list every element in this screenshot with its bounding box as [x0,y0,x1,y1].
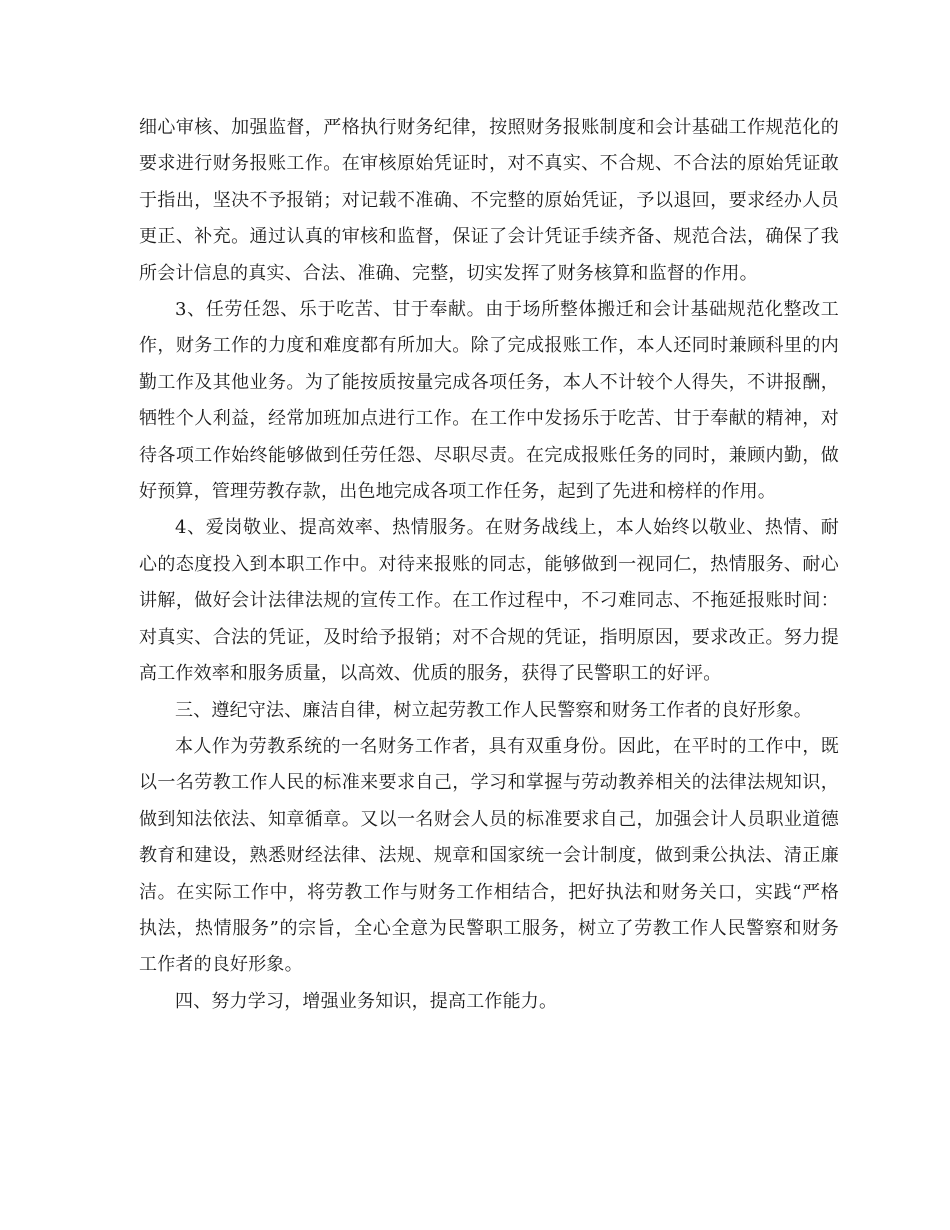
paragraph-item-4: 4、爱岗敬业、提高效率、热情服务。在财务战线上，本人始终以敬业、热情、耐心的态度投入到本职工作中。对待来报账的同志，能够做到一视同仁，热情服务、耐心讲解，做好会计法律法规的宣传工作。在工作过程中，不刁难同志、不拖延报账时间：对真实、合法的凭证，及时给予报销；对不合规的凭证，指明原因，要求改正。努力提高工作效率和服务质量，以高效、优质的服务，获得了民警职工的好评。 [139,517,839,685]
document-body [139,110,839,1020]
paragraph-item-3: 3、任劳任怨、乐于吃苦、甘于奉献。由于场所整体搬迁和会计基础规范化整改工作，财务工作的力度和难度都有所加大。除了完成报账工作，本人还同时兼顾科里的内勤工作及其他业务。为了能按质按量完成各项任务，本人不计较个人得失，不讲报酬，牺牲个人利益，经常加班加点进行工作。在工作中发扬乐于吃苦、甘于奉献的精神，对待各项工作始终能够做到任劳任怨、尽职尽责。在完成报账任务的同时，兼顾内勤，做好预算，管理劳教存款，出色地完成各项工作任务，起到了先进和榜样的作用。 [139,299,839,503]
section-heading-3: 三、遵纪守法、廉洁自律，树立起劳教工作人民警察和财务工作者的良好形象。 [175,699,812,721]
paragraph-review-continuation: 细心审核、加强监督，严格执行财务纪律，按照财务报账制度和会计基础工作规范化的要求进行财务报账工作。在审核原始凭证时，对不真实、不合规、不合法的原始凭证敢于指出，坚决不予报销；对记载不准确、不完整的原始凭证，予以退回，要求经办人员更正、补充。通过认真的审核和监督，保证了会计凭证手续齐备、规范合法，确保了我所会计信息的真实、合法、准确、完整，切实发挥了财务核算和监督的作用。 [139,117,839,284]
section-heading-4: 四、努力学习，增强业务知识，提高工作能力。 [175,990,558,1012]
paragraph-section-3-body: 本人作为劳教系统的一名财务工作者，具有双重身份。因此，在平时的工作中，既以一名劳教工作人民的标准来要求自己，学习和掌握与劳动教养相关的法律法规知识，做到知法依法、知章循章。又以一名财会人员的标准要求自己，加强会计人员职业道德教育和建设，熟悉财经法律、法规、规章和国家统一会计制度，做到秉公执法、清正廉洁。在实际工作中，将劳教工作与财务工作相结合，把好执法和财务关口，实践“严格执法，热情服务”的宗旨，全心全意为民警职工服务，树立了劳教工作人民警察和财务工作者的良好形象。 [139,735,839,976]
